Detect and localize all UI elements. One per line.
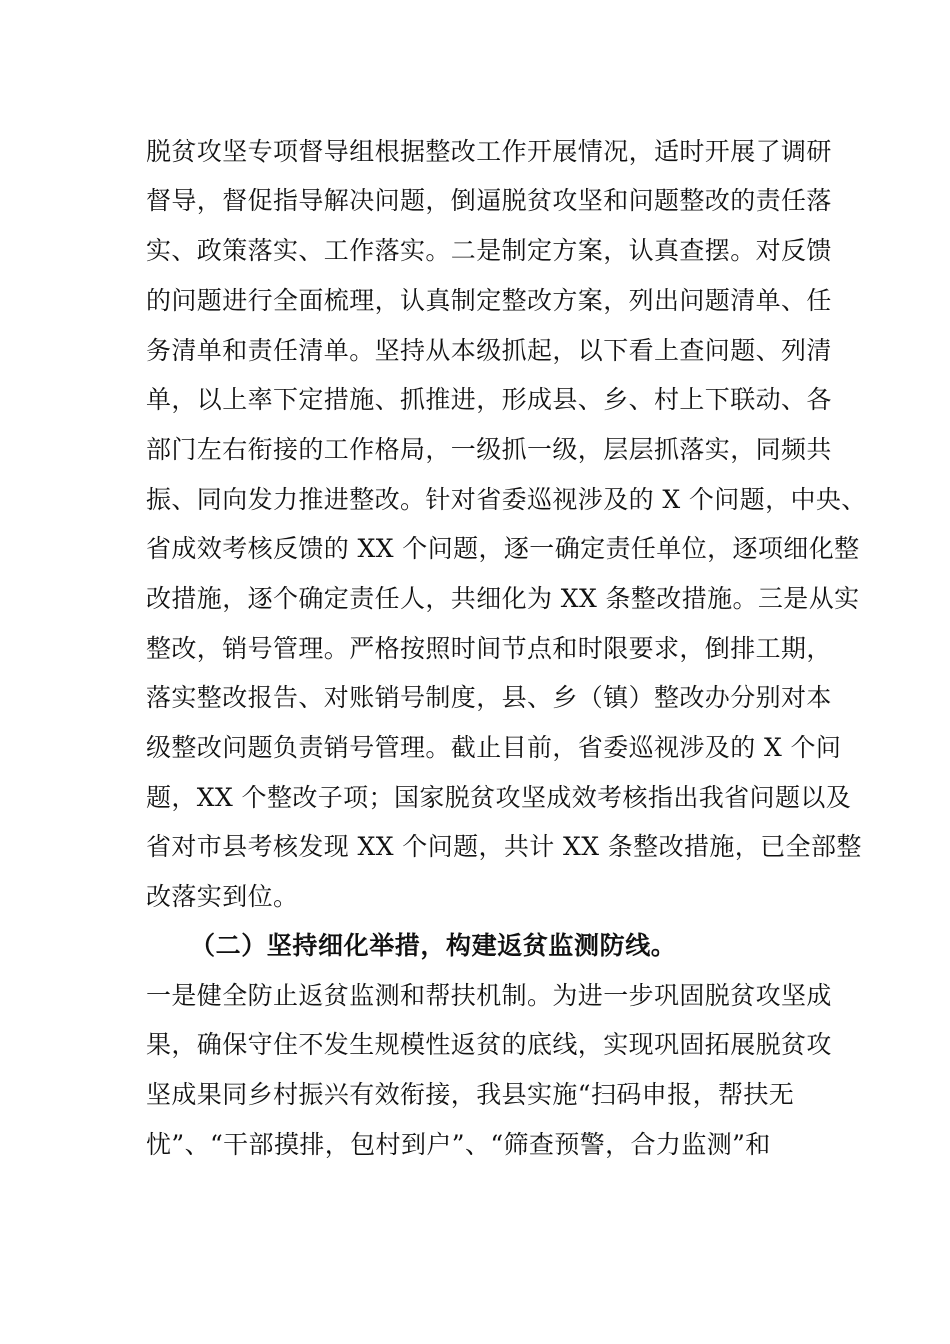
section-heading: （二）坚持细化举措，构建返贫监测防线。 bbox=[190, 931, 677, 960]
body-line-1: 脱贫攻坚专项督导组根据整改工作开展情况，适时开展了调研 bbox=[146, 137, 832, 166]
body-line-2: 督导，督促指导解决问题，倒逼脱贫攻坚和问题整改的责任落 bbox=[146, 186, 832, 215]
body-line-4: 的问题进行全面梳理，认真制定整改方案，列出问题清单、任 bbox=[146, 286, 832, 315]
body-line-19: 坚成果同乡村振兴有效衔接，我县实施“扫码申报，帮扶无 bbox=[146, 1080, 795, 1109]
body-line-16: 改落实到位。 bbox=[146, 882, 299, 911]
body-line-12: 落实整改报告、对账销号制度，县、乡（镇）整改办分别对本 bbox=[146, 683, 832, 712]
body-line-7: 部门左右衔接的工作格局，一级抓一级，层层抓落实，同频共 bbox=[146, 435, 832, 464]
body-line-3: 实、政策落实、工作落实。二是制定方案，认真查摆。对反馈 bbox=[146, 236, 832, 265]
body-line-14: 题，XX 个整改子项；国家脱贫攻坚成效考核指出我省问题以及 bbox=[146, 783, 852, 812]
body-line-17: 一是健全防止返贫监测和帮扶机制。为进一步巩固脱贫攻坚成 bbox=[146, 981, 832, 1010]
body-line-10: 改措施，逐个确定责任人，共细化为 XX 条整改措施。三是从实 bbox=[146, 584, 860, 613]
body-line-20: 忧”、“干部摸排，包村到户”、“筛查预警，合力监测”和 bbox=[146, 1130, 771, 1159]
body-line-18: 果，确保守住不发生规模性返贫的底线，实现巩固拓展脱贫攻 bbox=[146, 1030, 832, 1059]
body-line-6: 单，以上率下定措施、抓推进，形成县、乡、村上下联动、各 bbox=[146, 385, 832, 414]
body-line-8: 振、同向发力推进整改。针对省委巡视涉及的 X 个问题，中央、 bbox=[146, 485, 867, 514]
body-line-15: 省对市县考核发现 XX 个问题，共计 XX 条整改措施，已全部整 bbox=[146, 832, 862, 861]
body-line-5: 务清单和责任清单。坚持从本级抓起，以下看上查问题、列清 bbox=[146, 336, 832, 365]
body-line-9: 省成效考核反馈的 XX 个问题，逐一确定责任单位，逐项细化整 bbox=[146, 534, 860, 563]
body-line-11: 整改，销号管理。严格按照时间节点和时限要求，倒排工期， bbox=[146, 634, 832, 663]
body-line-13: 级整改问题负责销号管理。截止目前，省委巡视涉及的 X 个问 bbox=[146, 733, 842, 762]
